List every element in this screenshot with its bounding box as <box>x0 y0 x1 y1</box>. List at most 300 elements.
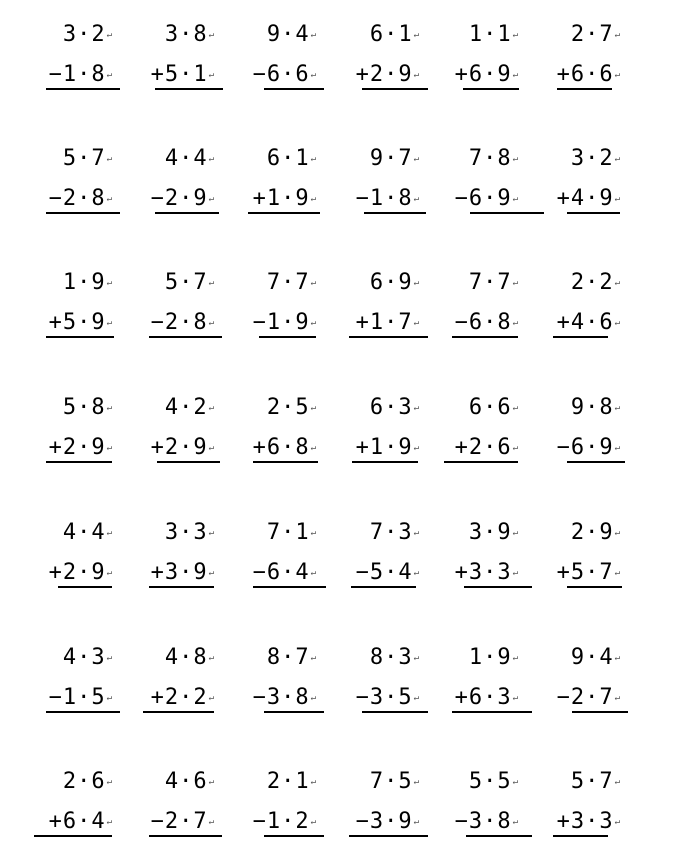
problem-r6-c1 <box>38 647 118 727</box>
top-number <box>571 771 620 793</box>
problem-r1-c4 <box>345 24 425 104</box>
paragraph-mark: ↵ <box>208 318 214 328</box>
paragraph-mark: ↵ <box>310 528 316 538</box>
answer-line <box>349 835 428 837</box>
answer-line <box>248 212 320 214</box>
problem-r4-c4 <box>345 397 425 477</box>
top-number-text: 4·4 <box>62 520 106 545</box>
problem-r1-c3 <box>242 24 322 104</box>
top-number-text: 5·7 <box>164 270 208 295</box>
problem-r4-c3 <box>242 397 322 477</box>
paragraph-mark: ↵ <box>310 443 316 453</box>
paragraph-mark: ↵ <box>614 568 620 578</box>
paragraph-mark: ↵ <box>614 278 620 288</box>
bottom-number-text: −6·9 <box>454 186 512 211</box>
paragraph-mark: ↵ <box>413 528 419 538</box>
problem-r6-c2 <box>140 647 220 727</box>
top-number <box>267 272 316 294</box>
bottom-number <box>253 437 316 459</box>
bottom-number <box>151 64 214 86</box>
bottom-number-text: +1·9 <box>252 186 310 211</box>
bottom-number-text: +3·3 <box>454 560 512 585</box>
answer-line <box>463 88 519 90</box>
problem-r7-c1 <box>38 771 118 851</box>
paragraph-mark: ↵ <box>512 278 518 288</box>
top-number-text: 1·1 <box>468 22 512 47</box>
top-number-text: 8·3 <box>369 645 413 670</box>
bottom-number-text: +1·9 <box>355 435 413 460</box>
bottom-number <box>253 312 316 334</box>
paragraph-mark: ↵ <box>512 777 518 787</box>
bottom-number-text: +2·2 <box>150 685 208 710</box>
problem-r4-c2 <box>140 397 220 477</box>
bottom-number <box>151 188 214 210</box>
paragraph-mark: ↵ <box>512 693 518 703</box>
answer-line <box>352 461 418 463</box>
bottom-number-text: −1·9 <box>252 310 310 335</box>
paragraph-mark: ↵ <box>310 693 316 703</box>
paragraph-mark: ↵ <box>208 653 214 663</box>
bottom-number <box>455 188 518 210</box>
bottom-number-text: −1·8 <box>48 62 106 87</box>
bottom-number-text: −3·8 <box>252 685 310 710</box>
bottom-number-text: +2·9 <box>48 560 106 585</box>
problem-r4-c5 <box>444 397 524 477</box>
top-number-text: 4·8 <box>164 645 208 670</box>
paragraph-mark: ↵ <box>310 154 316 164</box>
top-number-text: 6·3 <box>369 395 413 420</box>
top-number-text: 9·7 <box>369 146 413 171</box>
problem-r3-c5 <box>444 272 524 352</box>
paragraph-mark: ↵ <box>310 777 316 787</box>
bottom-number-text: −6·6 <box>252 62 310 87</box>
problem-r5-c3 <box>242 522 322 602</box>
top-number-text: 7·7 <box>468 270 512 295</box>
answer-line <box>46 461 112 463</box>
paragraph-mark: ↵ <box>512 154 518 164</box>
paragraph-mark: ↵ <box>413 568 419 578</box>
problem-r6-c4 <box>345 647 425 727</box>
top-number <box>571 522 620 544</box>
bottom-number-text: −1·2 <box>252 809 310 834</box>
paragraph-mark: ↵ <box>512 817 518 827</box>
paragraph-mark: ↵ <box>208 777 214 787</box>
bottom-number <box>356 562 419 584</box>
problem-r6-c3 <box>242 647 322 727</box>
top-number-text: 3·2 <box>62 22 106 47</box>
bottom-number <box>356 811 419 833</box>
paragraph-mark: ↵ <box>413 443 419 453</box>
paragraph-mark: ↵ <box>512 443 518 453</box>
paragraph-mark: ↵ <box>106 30 112 40</box>
bottom-number-text: −1·8 <box>355 186 413 211</box>
top-number-text: 4·2 <box>164 395 208 420</box>
bottom-number-text: −6·4 <box>252 560 310 585</box>
top-number <box>165 272 214 294</box>
paragraph-mark: ↵ <box>413 817 419 827</box>
paragraph-mark: ↵ <box>106 568 112 578</box>
bottom-number-text: −6·9 <box>556 435 614 460</box>
paragraph-mark: ↵ <box>413 318 419 328</box>
paragraph-mark: ↵ <box>614 70 620 80</box>
bottom-number <box>151 687 214 709</box>
bottom-number-text: +5·7 <box>556 560 614 585</box>
bottom-number <box>253 811 316 833</box>
answer-line <box>46 88 120 90</box>
paragraph-mark: ↵ <box>106 653 112 663</box>
answer-line <box>452 336 518 338</box>
problem-r1-c5 <box>444 24 524 104</box>
answer-line <box>34 835 112 837</box>
paragraph-mark: ↵ <box>614 693 620 703</box>
bottom-number <box>49 562 112 584</box>
top-number <box>165 522 214 544</box>
top-number <box>63 522 112 544</box>
bottom-number <box>151 562 214 584</box>
paragraph-mark: ↵ <box>413 194 419 204</box>
bottom-number <box>455 437 518 459</box>
bottom-number <box>455 64 518 86</box>
bottom-number-text: +6·3 <box>454 685 512 710</box>
top-number <box>469 647 518 669</box>
answer-line <box>466 835 532 837</box>
top-number <box>370 148 419 170</box>
top-number <box>63 272 112 294</box>
problem-r7-c5 <box>444 771 524 851</box>
paragraph-mark: ↵ <box>614 30 620 40</box>
top-number-text: 4·3 <box>62 645 106 670</box>
paragraph-mark: ↵ <box>106 403 112 413</box>
bottom-number-text: +1·7 <box>355 310 413 335</box>
top-number-text: 4·6 <box>164 769 208 794</box>
top-number-text: 8·7 <box>266 645 310 670</box>
problem-r7-c2 <box>140 771 220 851</box>
bottom-number-text: +3·9 <box>150 560 208 585</box>
problem-r5-c5 <box>444 522 524 602</box>
paragraph-mark: ↵ <box>614 318 620 328</box>
top-number <box>571 148 620 170</box>
answer-line <box>149 336 222 338</box>
problem-r3-c1 <box>38 272 118 352</box>
paragraph-mark: ↵ <box>106 528 112 538</box>
top-number-text: 9·4 <box>266 22 310 47</box>
answer-line <box>253 586 326 588</box>
top-number <box>370 771 419 793</box>
paragraph-mark: ↵ <box>310 70 316 80</box>
bottom-number-text: −3·5 <box>355 685 413 710</box>
top-number <box>571 272 620 294</box>
top-number <box>469 771 518 793</box>
bottom-number <box>253 188 316 210</box>
paragraph-mark: ↵ <box>106 443 112 453</box>
paragraph-mark: ↵ <box>512 194 518 204</box>
paragraph-mark: ↵ <box>512 403 518 413</box>
answer-line <box>567 212 620 214</box>
paragraph-mark: ↵ <box>413 693 419 703</box>
problem-r4-c1 <box>38 397 118 477</box>
top-number-text: 3·3 <box>164 520 208 545</box>
paragraph-mark: ↵ <box>310 30 316 40</box>
bottom-number <box>151 312 214 334</box>
bottom-number <box>49 188 112 210</box>
bottom-number-text: −2·7 <box>556 685 614 710</box>
paragraph-mark: ↵ <box>614 777 620 787</box>
bottom-number <box>557 312 620 334</box>
paragraph-mark: ↵ <box>208 528 214 538</box>
answer-line <box>362 711 428 713</box>
answer-line <box>470 212 544 214</box>
paragraph-mark: ↵ <box>614 403 620 413</box>
paragraph-mark: ↵ <box>106 194 112 204</box>
top-number <box>63 148 112 170</box>
problem-r3-c3 <box>242 272 322 352</box>
paragraph-mark: ↵ <box>208 70 214 80</box>
problem-r2-c1 <box>38 148 118 228</box>
answer-line <box>557 88 612 90</box>
top-number <box>267 771 316 793</box>
paragraph-mark: ↵ <box>310 318 316 328</box>
top-number <box>165 24 214 46</box>
bottom-number <box>356 312 419 334</box>
top-number <box>469 24 518 46</box>
bottom-number-text: +5·9 <box>48 310 106 335</box>
top-number-text: 6·1 <box>369 22 413 47</box>
problem-r7-c3 <box>242 771 322 851</box>
top-number <box>267 24 316 46</box>
top-number-text: 3·8 <box>164 22 208 47</box>
answer-line <box>143 711 214 713</box>
answer-line <box>46 711 120 713</box>
answer-line <box>364 212 426 214</box>
top-number-text: 2·1 <box>266 769 310 794</box>
bottom-number <box>557 64 620 86</box>
paragraph-mark: ↵ <box>512 653 518 663</box>
answer-line <box>567 461 625 463</box>
bottom-number <box>49 64 112 86</box>
top-number <box>469 397 518 419</box>
top-number <box>571 24 620 46</box>
problem-r4-c6 <box>546 397 626 477</box>
top-number <box>370 272 419 294</box>
bottom-number <box>557 562 620 584</box>
bottom-number-text: +2·9 <box>150 435 208 460</box>
paragraph-mark: ↵ <box>512 30 518 40</box>
answer-line <box>553 336 608 338</box>
paragraph-mark: ↵ <box>614 528 620 538</box>
top-number <box>267 148 316 170</box>
answer-line <box>553 835 608 837</box>
top-number <box>370 522 419 544</box>
paragraph-mark: ↵ <box>208 568 214 578</box>
top-number-text: 3·2 <box>570 146 614 171</box>
top-number-text: 1·9 <box>62 270 106 295</box>
bottom-number-text: +6·6 <box>556 62 614 87</box>
problem-r6-c5 <box>444 647 524 727</box>
top-number <box>469 522 518 544</box>
top-number <box>165 647 214 669</box>
top-number <box>63 771 112 793</box>
bottom-number <box>253 64 316 86</box>
bottom-number-text: −6·8 <box>454 310 512 335</box>
problem-r2-c5 <box>444 148 524 228</box>
problem-r7-c6 <box>546 771 626 851</box>
problem-r5-c2 <box>140 522 220 602</box>
problem-r2-c3 <box>242 148 322 228</box>
bottom-number-text: +6·9 <box>454 62 512 87</box>
answer-line <box>157 461 220 463</box>
top-number-text: 7·7 <box>266 270 310 295</box>
answer-line <box>149 586 214 588</box>
top-number <box>267 522 316 544</box>
paragraph-mark: ↵ <box>208 403 214 413</box>
paragraph-mark: ↵ <box>413 70 419 80</box>
bottom-number <box>253 562 316 584</box>
paragraph-mark: ↵ <box>106 70 112 80</box>
top-number-text: 1·9 <box>468 645 512 670</box>
answer-line <box>253 461 318 463</box>
bottom-number-text: −2·8 <box>150 310 208 335</box>
top-number-text: 5·8 <box>62 395 106 420</box>
answer-line <box>264 88 324 90</box>
bottom-number <box>455 562 518 584</box>
top-number <box>571 647 620 669</box>
answer-line <box>155 212 219 214</box>
bottom-number <box>151 437 214 459</box>
bottom-number <box>151 811 214 833</box>
top-number-text: 7·5 <box>369 769 413 794</box>
top-number <box>165 771 214 793</box>
top-number-text: 2·6 <box>62 769 106 794</box>
top-number-text: 4·4 <box>164 146 208 171</box>
bottom-number <box>557 437 620 459</box>
paragraph-mark: ↵ <box>310 278 316 288</box>
paragraph-mark: ↵ <box>310 194 316 204</box>
top-number <box>63 24 112 46</box>
paragraph-mark: ↵ <box>208 693 214 703</box>
paragraph-mark: ↵ <box>106 154 112 164</box>
answer-line <box>351 586 416 588</box>
top-number <box>165 148 214 170</box>
top-number <box>469 272 518 294</box>
problem-r2-c2 <box>140 148 220 228</box>
paragraph-mark: ↵ <box>413 653 419 663</box>
top-number <box>63 647 112 669</box>
problem-r1-c6 <box>546 24 626 104</box>
paragraph-mark: ↵ <box>413 30 419 40</box>
top-number-text: 7·3 <box>369 520 413 545</box>
answer-line <box>362 88 428 90</box>
paragraph-mark: ↵ <box>208 154 214 164</box>
answer-line <box>46 336 114 338</box>
problem-r5-c6 <box>546 522 626 602</box>
bottom-number <box>557 687 620 709</box>
paragraph-mark: ↵ <box>106 318 112 328</box>
paragraph-mark: ↵ <box>208 194 214 204</box>
bottom-number-text: −2·9 <box>150 186 208 211</box>
answer-line <box>259 336 316 338</box>
paragraph-mark: ↵ <box>614 194 620 204</box>
paragraph-mark: ↵ <box>614 154 620 164</box>
top-number <box>267 397 316 419</box>
paragraph-mark: ↵ <box>614 817 620 827</box>
paragraph-mark: ↵ <box>512 318 518 328</box>
top-number <box>370 24 419 46</box>
problem-r5-c1 <box>38 522 118 602</box>
answer-line <box>264 711 324 713</box>
top-number-text: 2·5 <box>266 395 310 420</box>
bottom-number <box>557 188 620 210</box>
bottom-number-text: −3·8 <box>454 809 512 834</box>
top-number-text: 6·9 <box>369 270 413 295</box>
bottom-number-text: −5·4 <box>355 560 413 585</box>
paragraph-mark: ↵ <box>310 817 316 827</box>
bottom-number <box>356 437 419 459</box>
answer-line <box>567 586 622 588</box>
paragraph-mark: ↵ <box>512 528 518 538</box>
top-number <box>370 397 419 419</box>
bottom-number <box>49 437 112 459</box>
bottom-number <box>49 687 112 709</box>
bottom-number-text: +6·8 <box>252 435 310 460</box>
bottom-number <box>455 312 518 334</box>
top-number-text: 9·4 <box>570 645 614 670</box>
top-number-text: 5·7 <box>62 146 106 171</box>
problem-r6-c6 <box>546 647 626 727</box>
bottom-number-text: +5·1 <box>150 62 208 87</box>
paragraph-mark: ↵ <box>413 154 419 164</box>
paragraph-mark: ↵ <box>310 568 316 578</box>
bottom-number <box>455 687 518 709</box>
top-number <box>165 397 214 419</box>
top-number-text: 5·5 <box>468 769 512 794</box>
paragraph-mark: ↵ <box>208 443 214 453</box>
problem-r3-c4 <box>345 272 425 352</box>
top-number <box>469 148 518 170</box>
top-number-text: 2·2 <box>570 270 614 295</box>
top-number-text: 2·7 <box>570 22 614 47</box>
top-number-text: 7·8 <box>468 146 512 171</box>
paragraph-mark: ↵ <box>512 70 518 80</box>
paragraph-mark: ↵ <box>106 817 112 827</box>
problem-r2-c4 <box>345 148 425 228</box>
answer-line <box>349 336 428 338</box>
bottom-number <box>356 64 419 86</box>
paragraph-mark: ↵ <box>413 278 419 288</box>
answer-line <box>444 461 518 463</box>
top-number <box>370 647 419 669</box>
paragraph-mark: ↵ <box>106 278 112 288</box>
paragraph-mark: ↵ <box>614 653 620 663</box>
problem-r3-c6 <box>546 272 626 352</box>
top-number-text: 9·8 <box>570 395 614 420</box>
bottom-number-text: −3·9 <box>355 809 413 834</box>
bottom-number-text: +2·6 <box>454 435 512 460</box>
answer-line <box>452 711 532 713</box>
top-number <box>267 647 316 669</box>
paragraph-mark: ↵ <box>413 403 419 413</box>
bottom-number <box>49 312 112 334</box>
top-number <box>571 397 620 419</box>
paragraph-mark: ↵ <box>106 777 112 787</box>
bottom-number <box>557 811 620 833</box>
bottom-number-text: −2·7 <box>150 809 208 834</box>
problem-r2-c6 <box>546 148 626 228</box>
bottom-number-text: +4·9 <box>556 186 614 211</box>
answer-line <box>155 88 223 90</box>
top-number <box>63 397 112 419</box>
answer-line <box>149 835 222 837</box>
problem-r3-c2 <box>140 272 220 352</box>
